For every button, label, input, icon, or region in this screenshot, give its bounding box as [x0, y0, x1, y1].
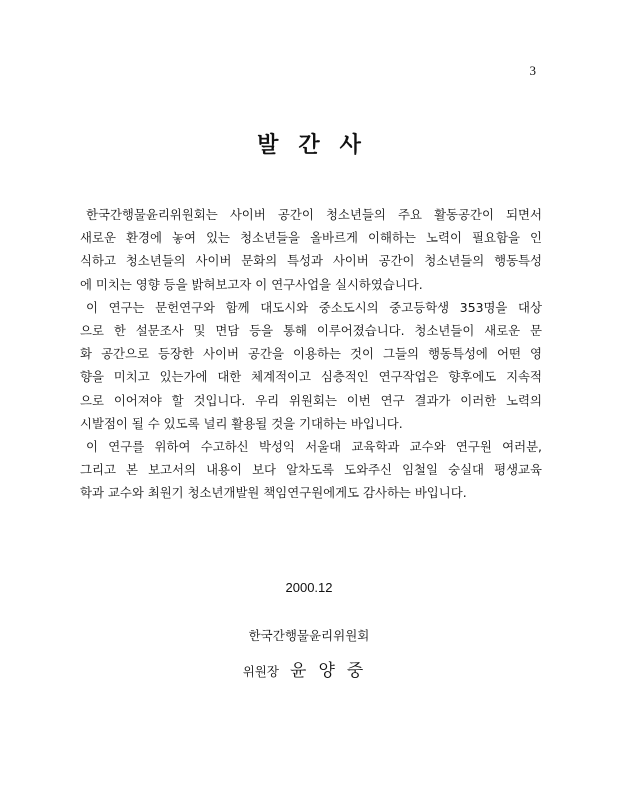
- page-number: 3: [529, 63, 536, 78]
- body-text: [80, 203, 542, 504]
- signature-line: [0, 656, 618, 681]
- text-line: 에 미치는 영향 등을 밝혀보고자 이 연구사업을 실시하였습니다.: [80, 276, 423, 292]
- text-line: 향을 미치고 있는가에 대한 체계적이고 심층적인 연구작업은 향후에도 지속적: [80, 369, 542, 385]
- page-title: 발간사: [257, 133, 381, 158]
- organization-name: 한국간행물윤리위원회: [248, 628, 370, 643]
- text-line: 학과 교수와 최원기 청소년개발원 책임연구원에게도 감사하는 바입니다.: [80, 485, 467, 501]
- text-line: 한국간행물윤리위원회는 사이버 공간이 청소년들의 주요 활동공간이 되면서: [86, 207, 542, 222]
- text-line: 그리고 본 보고서의 내용이 보다 알차도록 도와주신 임철일 숭실대 평생교육: [80, 462, 542, 478]
- text-line: 이 연구를 위하여 수고하신 박성익 서울대 교육학과 교수와 연구원 여러분,: [86, 438, 542, 454]
- text-line: 으로 한 설문조사 및 면담 등을 통해 이루어졌습니다. 청소년들이 새로운 문: [80, 322, 542, 338]
- signer-role: 위원장: [242, 664, 279, 679]
- text-line: 이 연구는 문헌연구와 함께 대도시와 중소도시의 중고등학생 353명을 대상: [86, 299, 542, 315]
- text-line: 으로 이어져야 할 것입니다. 우리 위원회는 이번 연구 결과가 이러한 노력의: [80, 392, 542, 408]
- text-line: 화 공간으로 등장한 사이버 공간을 이용하는 것이 그들의 행동특성에 어떤 영: [80, 346, 542, 362]
- text-line: 시발점이 될 수 있도록 널리 활용될 것을 기대하는 바입니다.: [80, 415, 403, 431]
- text-line: 식하고 청소년들의 사이버 문화의 특성과 사이버 공간이 청소년들의 행동특성: [80, 253, 542, 269]
- text-line: 새로운 환경에 놓여 있는 청소년들을 올바르게 이해하는 노력이 필요함을 인: [80, 230, 542, 246]
- publication-date: 2000.12: [285, 580, 333, 595]
- paragraph: [80, 435, 542, 505]
- paragraph: [80, 203, 542, 296]
- paragraph: [80, 296, 542, 435]
- signer-name: 윤양중: [290, 661, 376, 681]
